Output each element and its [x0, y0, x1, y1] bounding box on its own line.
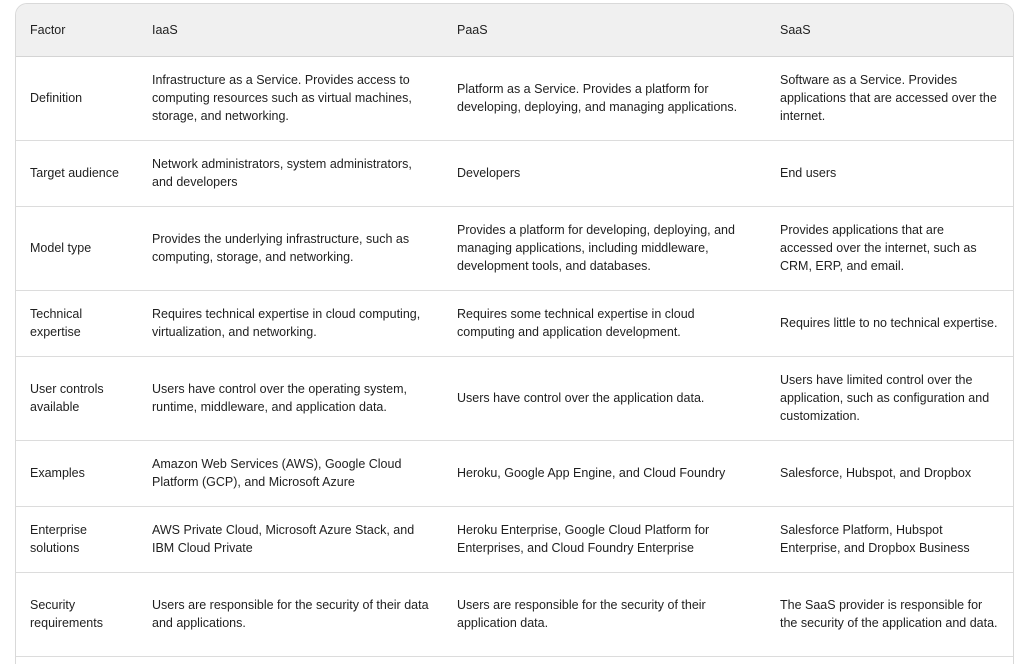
cell-empty	[16, 656, 138, 664]
cell-saas: Salesforce, Hubspot, and Dropbox	[766, 440, 1013, 506]
header-paas: PaaS	[443, 4, 766, 56]
table-row-definition	[16, 56, 1013, 140]
cell-saas: Provides applications that are accessed over the internet, such as CRM, ERP, and email.	[766, 206, 1013, 290]
header-saas: SaaS	[766, 4, 1013, 56]
cell-factor: Definition	[16, 56, 138, 140]
table-row-security-requirements	[16, 572, 1013, 656]
table-row-target-audience	[16, 140, 1013, 206]
table-row-enterprise-solutions	[16, 506, 1013, 572]
cell-iaas: Infrastructure as a Service. Provides access to computing resources such as virtual machines, storage, and networking.	[138, 56, 443, 140]
header-factor: Factor	[16, 4, 138, 56]
table-body	[16, 56, 1013, 664]
cloud-service-comparison-table	[16, 4, 1013, 664]
cell-paas: Heroku, Google App Engine, and Cloud Foundry	[443, 440, 766, 506]
cell-paas: Users are responsible for the security of their application data.	[443, 572, 766, 656]
table-header	[16, 4, 1013, 56]
cell-empty	[443, 656, 766, 664]
cell-paas: Provides a platform for developing, deploying, and managing applications, including middleware, development tools, and databases.	[443, 206, 766, 290]
cell-iaas: Amazon Web Services (AWS), Google Cloud Platform (GCP), and Microsoft Azure	[138, 440, 443, 506]
cell-paas: Requires some technical expertise in cloud computing and application development.	[443, 290, 766, 356]
cell-factor: Target audience	[16, 140, 138, 206]
table-row-model-type	[16, 206, 1013, 290]
table-row-user-controls	[16, 356, 1013, 440]
cell-saas: End users	[766, 140, 1013, 206]
cell-empty	[766, 656, 1013, 664]
cell-saas: Software as a Service. Provides applications that are accessed over the internet.	[766, 56, 1013, 140]
table-row-examples	[16, 440, 1013, 506]
cell-factor: Examples	[16, 440, 138, 506]
cell-paas: Developers	[443, 140, 766, 206]
cell-saas: Requires little to no technical expertise.	[766, 290, 1013, 356]
cell-paas: Users have control over the application data.	[443, 356, 766, 440]
cell-factor: Security requirements	[16, 572, 138, 656]
comparison-table-container	[15, 3, 1014, 664]
table-row-technical-expertise	[16, 290, 1013, 356]
cell-iaas: Users are responsible for the security of their data and applications.	[138, 572, 443, 656]
cell-factor: User controls available	[16, 356, 138, 440]
cell-paas: Platform as a Service. Provides a platform for developing, deploying, and managing applications.	[443, 56, 766, 140]
cell-iaas: AWS Private Cloud, Microsoft Azure Stack, and IBM Cloud Private	[138, 506, 443, 572]
cell-saas: Users have limited control over the application, such as configuration and customization.	[766, 356, 1013, 440]
cell-iaas: Requires technical expertise in cloud computing, virtualization, and networking.	[138, 290, 443, 356]
header-row	[16, 4, 1013, 56]
cell-iaas: Network administrators, system administrators, and developers	[138, 140, 443, 206]
cell-factor: Model type	[16, 206, 138, 290]
header-iaas: IaaS	[138, 4, 443, 56]
cell-factor: Enterprise solutions	[16, 506, 138, 572]
cell-empty	[138, 656, 443, 664]
cell-factor: Technical expertise	[16, 290, 138, 356]
cell-paas: Heroku Enterprise, Google Cloud Platform for Enterprises, and Cloud Foundry Enterprise	[443, 506, 766, 572]
cell-saas: The SaaS provider is responsible for the security of the application and data.	[766, 572, 1013, 656]
cell-saas: Salesforce Platform, Hubspot Enterprise, and Dropbox Business	[766, 506, 1013, 572]
table-row-partial	[16, 656, 1013, 664]
cell-iaas: Users have control over the operating system, runtime, middleware, and application data.	[138, 356, 443, 440]
cell-iaas: Provides the underlying infrastructure, such as computing, storage, and networking.	[138, 206, 443, 290]
